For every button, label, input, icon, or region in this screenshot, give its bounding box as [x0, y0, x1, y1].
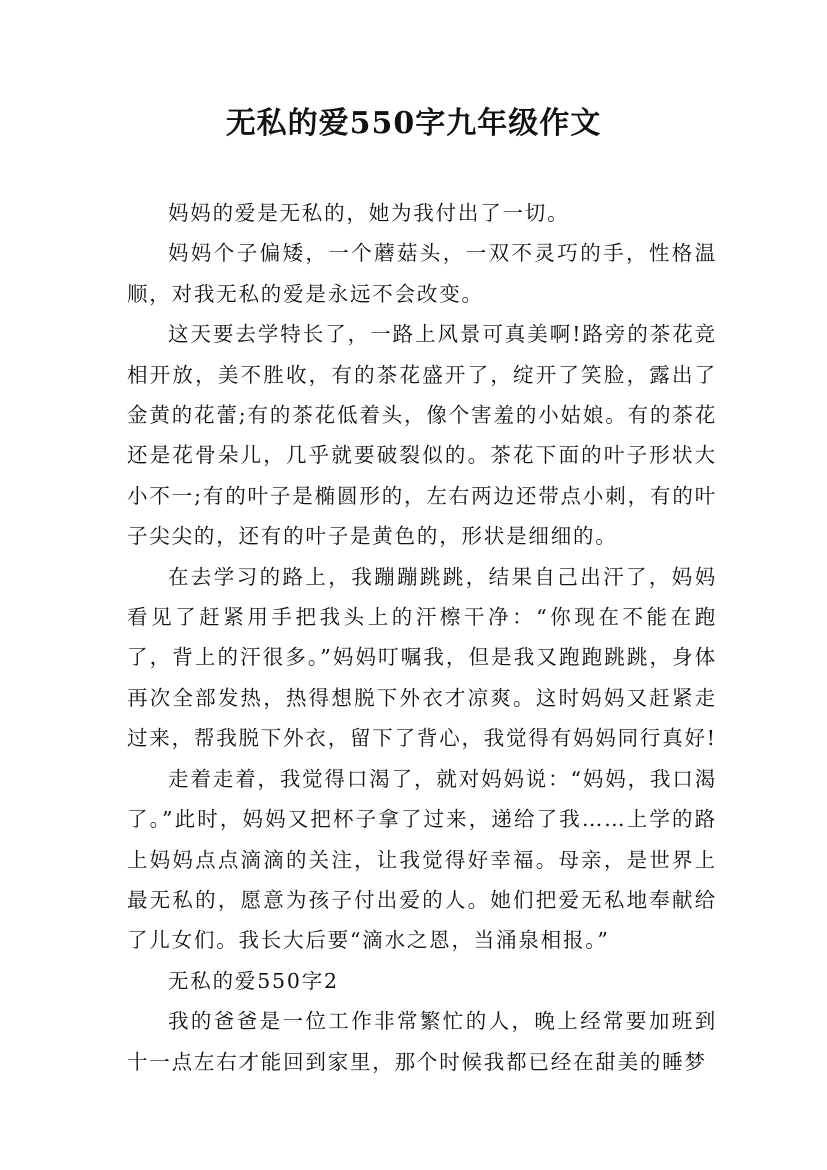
section-heading: 无私的爱550字2 [168, 968, 339, 993]
paragraph: 妈妈的爱是无私的，她为我付出了一切。 [168, 201, 570, 225]
document-body [127, 193, 717, 1082]
document-title: 无私的爱550字九年级作文 [225, 106, 602, 141]
paragraph: 在去学习的路上，我蹦蹦跳跳，结果自己出汗了，妈妈看见了赶紧用手把我头上的汗檫干净：“你现在不能在跑了，背上的汗很多。”妈妈叮嘱我，但是我又跑跑跳跳，身体再次全部发热，热得想脱下外衣才凉爽。这时妈妈又赶紧走过来，帮我脱下外衣，留下了背心，我觉得有妈妈同行真好! [127, 564, 717, 751]
paragraph: 这天要去学特长了，一路上风景可真美啊!路旁的茶花竞相开放，美不胜收，有的茶花盛开了，绽开了笑脸，露出了金黄的花蕾;有的茶花低着头，像个害羞的小姑娘。有的茶花还是花骨朵儿，几乎就要破裂似的。茶花下面的叶子形状大小不一;有的叶子是椭圆形的，左右两边还带点小刺，有的叶子尖尖的，还有的叶子是黄色的，形状是细细的。 [127, 322, 717, 549]
paragraph: 走着走着，我觉得口渴了，就对妈妈说：“妈妈，我口渴了。”此时，妈妈又把杯子拿了过来，递给了我……上学的路上妈妈点点滴滴的关注，让我觉得好幸福。母亲，是世界上最无私的，愿意为孩子付出爱的人。她们把爱无私地奉献给了儿女们。我长大后要“滴水之恩，当涌泉相报。” [127, 766, 717, 953]
paragraph: 妈妈个子偏矮，一个蘑菇头，一双不灵巧的手，性格温顺，对我无私的爱是永远不会改变。 [127, 241, 717, 306]
paragraph: 我的爸爸是一位工作非常繁忙的人，晚上经常要加班到十一点左右才能回到家里，那个时候我都已经在甜美的睡梦 [127, 1009, 717, 1074]
